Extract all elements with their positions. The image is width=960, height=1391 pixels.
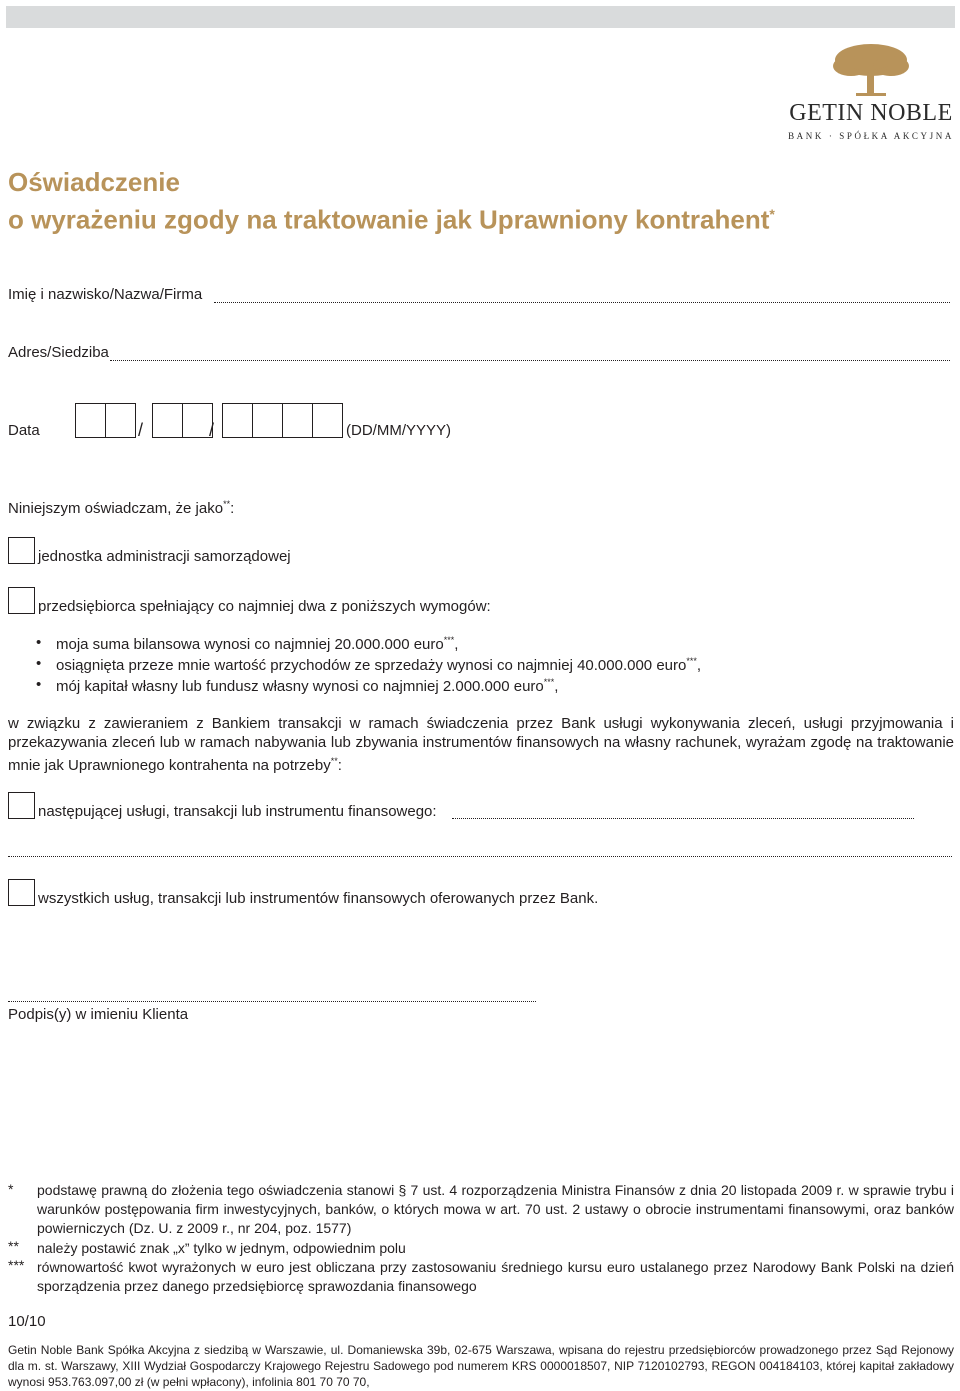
title-line1: Oświadczenie xyxy=(8,167,180,197)
consent-paragraph: w związku z zawieraniem z Bankiem transakcji w ramach świadczenia przez Bank usługi wykonywania zleceń, usługi przyjmowania i przekazywania zleceń lub w ramach nabywania lub zbywania instrumentów finansowych na własny rachunek, wyrażam zgodę na traktowanie mnie jak Uprawnionego kontrahenta na potrzeby**: xyxy=(8,715,954,774)
date-separator: / xyxy=(138,420,144,440)
bullet-icon: • xyxy=(36,655,42,672)
bank-footer: Getin Noble Bank Spółka Akcyjna z siedzibą w Warszawie, ul. Domaniewska 39b, 02-675 Warszawa, wpisana do rejestru przedsiębiorców prowadzonego przez Sąd Rejonowy dla m. st. Warszawy, XIII Wydział Gospodarczy Krajowego Rejestru Sadowego pod numerem KRS 0000018507, NIP 7120102793, REGON 004184103, której kapitał zakładowy wynosi 953.763.097,00 zł (w pełni wpłacony), infolinia 801 70 70 70, xyxy=(8,1343,954,1389)
footnote-text: podstawę prawną do złożenia tego oświadczenia stanowi § 7 ust. 4 rozporządzenia Ministra Finansów z dnia 20 listopada 2009 r. w sprawie trybu i warunków postępowania firm inwestycyjnych, banków, o których mowa w art. 70 ust. 2 ustawy o obrocie instrumentami finansowymi, oraz banków powierniczych (Dz. U. z 2009 r., nr 204, poz. 1577) xyxy=(37,1182,954,1236)
checkbox-all-services[interactable] xyxy=(8,879,35,906)
option-entrepreneur: przedsiębiorca spełniający co najmniej dwa z poniższych wymogów: xyxy=(38,598,491,615)
header-bar xyxy=(6,6,955,28)
requirement-item: osiągnięta przeze mnie wartość przychodów ze sprzedaży wynosi co najmniej 40.000.000 euro***, xyxy=(56,656,702,674)
name-label: Imię i nazwisko/Nazwa/Firma xyxy=(8,286,203,303)
option-all-services: wszystkich usług, transakcji lub instrumentów finansowych oferowanych przez Bank. xyxy=(38,890,599,907)
date-year-box-4[interactable] xyxy=(312,403,343,438)
footnote-mark: ** xyxy=(8,1238,19,1254)
date-year-box-3[interactable] xyxy=(282,403,313,438)
footnote-mark: * xyxy=(8,1181,14,1197)
date-format-hint: (DD/MM/YYYY) xyxy=(346,422,451,439)
page-number: 10/10 xyxy=(8,1313,46,1330)
address-label: Adres/Siedziba xyxy=(8,344,109,361)
date-label: Data xyxy=(8,422,40,439)
bullet-icon: • xyxy=(36,676,42,693)
footnote-text: należy postawić znak „x” tylko w jednym, odpowiednim polu xyxy=(37,1240,406,1256)
footnote-mark: *** xyxy=(8,1257,25,1273)
brand-subtitle: BANK · SPÓŁKA AKCYJNA xyxy=(788,131,954,141)
date-year-box-2[interactable] xyxy=(252,403,283,438)
checkbox-local-government[interactable] xyxy=(8,537,35,564)
bullet-icon: • xyxy=(36,634,42,651)
title-footnote-mark: * xyxy=(769,206,775,222)
option-local-government: jednostka administracji samorządowej xyxy=(38,548,291,565)
address-field[interactable] xyxy=(110,360,950,361)
date-separator: / xyxy=(209,420,215,440)
specific-service-field[interactable] xyxy=(452,818,914,819)
checkbox-specific-service[interactable] xyxy=(8,792,35,819)
signature-label: Podpis(y) w imieniu Klienta xyxy=(8,1006,189,1023)
tree-logo-icon xyxy=(826,40,916,100)
declaration-intro: Niniejszym oświadczam, że jako**: xyxy=(8,499,235,517)
requirement-item: mój kapitał własny lub fundusz własny wynosi co najmniej 2.000.000 euro***, xyxy=(56,677,559,695)
checkbox-entrepreneur[interactable] xyxy=(8,587,35,614)
signature-field[interactable] xyxy=(8,1001,536,1002)
brand-name: GETIN NOBLE xyxy=(789,100,953,126)
requirement-item: moja suma bilansowa wynosi co najmniej 20.000.000 euro***, xyxy=(56,635,459,653)
date-day-box-2[interactable] xyxy=(105,403,136,438)
option-specific-service: następującej usługi, transakcji lub instrumentu finansowego: xyxy=(38,803,437,820)
footnote-text: równowartość kwot wyrażonych w euro jest obliczana przy zastosowaniu średniego kursu euro ustalanego przez Narodowy Bank Polski na dzień sporządzenia przez danego przedsiębiorcę sprawozdania finansowego xyxy=(37,1259,954,1294)
date-day-box-1[interactable] xyxy=(75,403,106,438)
date-month-box-1[interactable] xyxy=(152,403,183,438)
date-year-box-1[interactable] xyxy=(222,403,253,438)
specific-service-field-continued[interactable] xyxy=(8,856,952,857)
title-line2: o wyrażeniu zgody na traktowanie jak Uprawniony kontrahent* xyxy=(8,204,775,235)
name-field[interactable] xyxy=(214,302,950,303)
